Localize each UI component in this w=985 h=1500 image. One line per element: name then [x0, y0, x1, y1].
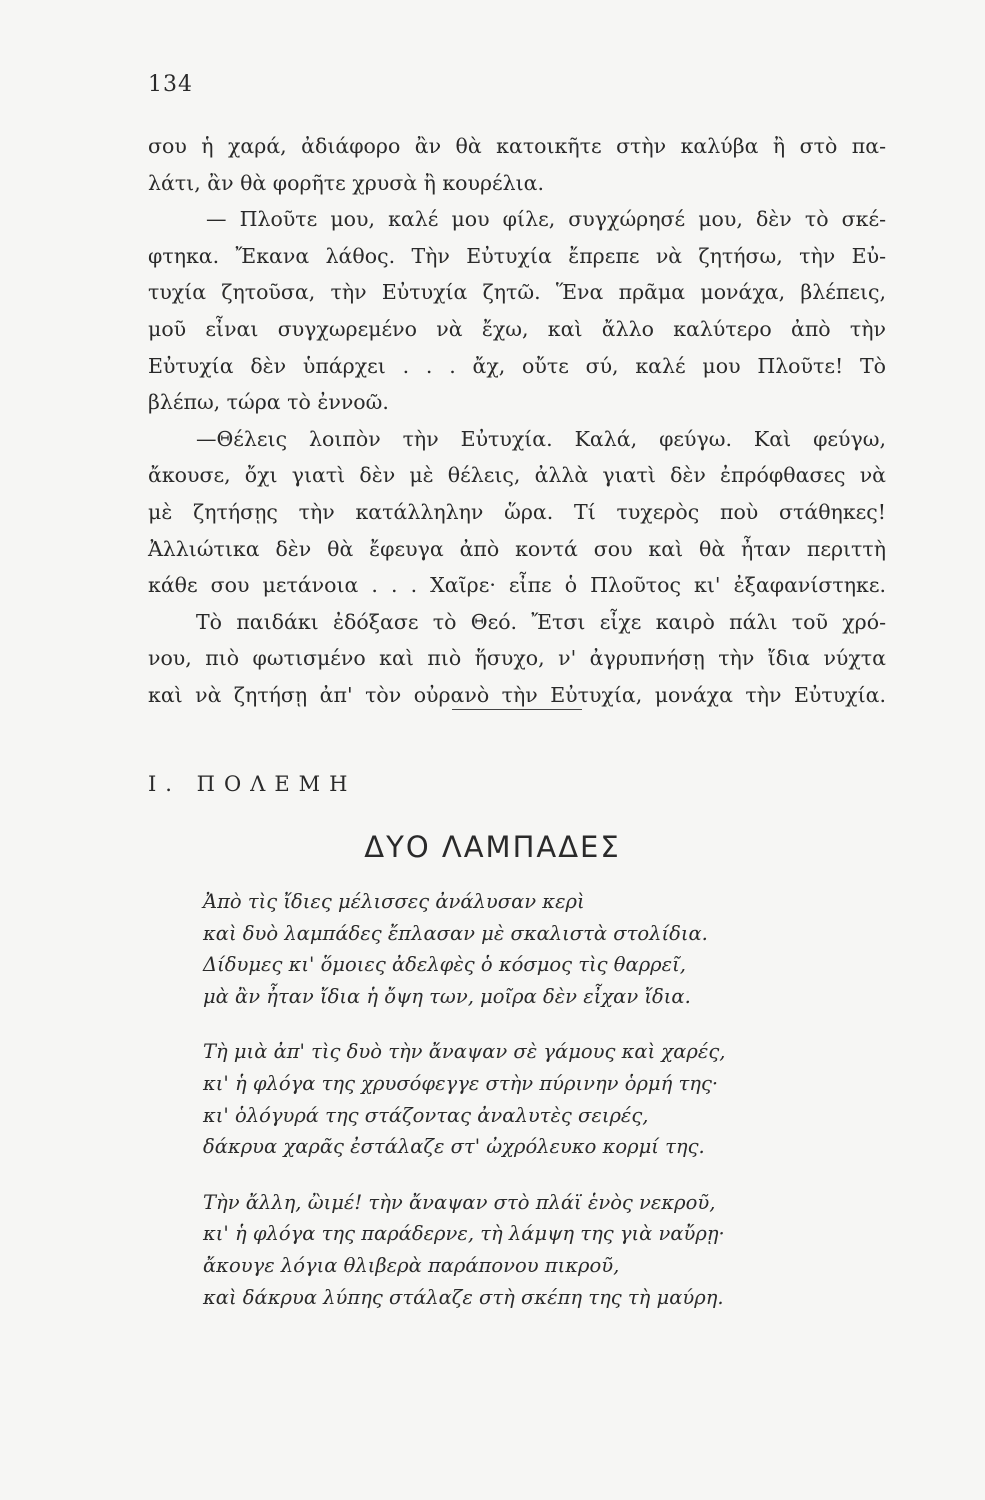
- prose-line: Ἀλλιώτικα δὲν θὰ ἔφευγα ἀπὸ κοντά σου καὶ θὰ ἦταν περιττὴ: [148, 536, 886, 561]
- poem-verse: κι' ὁλόγυρά της στάζοντας ἀναλυτὲς σειρές,: [203, 1103, 649, 1127]
- prose-line: βλέπω, τώρα τὸ ἐννοῶ.: [148, 390, 389, 415]
- poem-verse: Δίδυμες κι' ὅμοιες ἀδελφὲς ὁ κόσμος τὶς θαρρεῖ,: [203, 953, 686, 977]
- prose-line: τυχία ζητοῦσα, τὴν Εὐτυχία ζητῶ. Ἕνα πρᾶμα μονάχα, βλέπεις,: [148, 280, 886, 305]
- prose-line: Εὐτυχία δὲν ὑπάρχει . . . ἄχ, οὔτε σύ, καλέ μου Πλοῦτε! Τὸ: [148, 353, 886, 378]
- prose-line: μοῦ εἶναι συγχωρεμένο νὰ ἔχω, καὶ ἄλλο καλύτερο ἀπὸ τὴν: [148, 316, 886, 341]
- poem-author: I. ΠΟΛΕΜΗ: [148, 772, 357, 796]
- poem-stanza: [203, 886, 903, 1012]
- prose-line: καὶ νὰ ζητήσῃ ἀπ' τὸν οὐρανὸ τὴν Εὐτυχία, μονάχα τὴν Εὐτυχία.: [148, 682, 886, 707]
- poem-verse: Τὴν ἄλλη, ὢιμέ! τὴν ἄναψαν στὸ πλάϊ ἑνὸς νεκροῦ,: [203, 1190, 716, 1214]
- prose-line: ἄκουσε, ὄχι γιατὶ δὲν μὲ θέλεις, ἀλλὰ γιατὶ δὲν ἐπρόφθασες νὰ: [148, 463, 886, 488]
- prose-line: — Πλοῦτε μου, καλέ μου φίλε, συγχώρησέ μου, δὲν τὸ σκέ-: [206, 207, 886, 232]
- poem-verse: μὰ ἂν ἦταν ἴδια ἡ ὄψη των, μοῖρα δὲν εἶχαν ἴδια.: [203, 984, 691, 1008]
- poem-verse: Ἀπὸ τὶς ἴδιες μέλισσες ἀνάλυσαν κερὶ: [203, 890, 585, 913]
- poem-body: [203, 886, 903, 1337]
- prose-line: —Θέλεις λοιπὸν τὴν Εὐτυχία. Καλά, φεύγω. Καὶ φεύγω,: [196, 426, 886, 451]
- poem-stanza: [203, 1036, 903, 1162]
- poem-verse: καὶ δυὸ λαμπάδες ἔπλασαν μὲ σκαλιστὰ στολίδια.: [203, 921, 708, 945]
- prose-line: νου, πιὸ φωτισμένο καὶ πιὸ ἥσυχο, ν' ἀγρυπνήσῃ τὴν ἴδια νύχτα: [148, 646, 886, 671]
- prose-line: κάθε σου μετάνοια . . . Χαῖρε· εἶπε ὁ Πλοῦτος κι' ἐξαφανίστηκε.: [148, 573, 886, 598]
- poem-verse: ἄκουγε λόγια θλιβερὰ παράπονου πικροῦ,: [203, 1253, 620, 1277]
- prose-line: σου ἡ χαρά, ἀδιάφορο ἂν θὰ κατοικῆτε στὴν καλύβα ἢ στὸ πα-: [148, 134, 886, 158]
- poem-title: ΔΥΟ ΛΑΜΠΑΔΕΣ: [364, 830, 621, 864]
- poem-verse: κι' ἡ φλόγα της παράδερνε, τὴ λάμψη της γιὰ ναὔρῃ·: [203, 1222, 725, 1246]
- prose-line: μὲ ζητήσῃς τὴν κατάλληλην ὥρα. Τί τυχερὸς ποὺ στάθηκες!: [148, 499, 886, 524]
- prose-block: [148, 128, 886, 714]
- prose-line: φτηκα. Ἔκανα λάθος. Τὴν Εὐτυχία ἔπρεπε νὰ ζητήσω, τὴν Εὐ-: [148, 243, 886, 268]
- poem-verse: δάκρυα χαρᾶς ἐστάλαζε στ' ὠχρόλευκο κορμί της.: [203, 1135, 705, 1159]
- poem-stanza: [203, 1187, 903, 1313]
- poem-verse: κι' ἡ φλόγα της χρυσόφεγγε στὴν πύρινην ὁρμή της·: [203, 1071, 719, 1095]
- prose-line: Τὸ παιδάκι ἐδόξασε τὸ Θεό. Ἔτσι εἶχε καιρὸ πάλι τοῦ χρό-: [196, 609, 886, 634]
- section-divider: [452, 709, 582, 710]
- page-number: 134: [148, 72, 193, 97]
- prose-line: λάτι, ἂν θὰ φορῆτε χρυσὰ ἢ κουρέλια.: [148, 170, 545, 195]
- poem-verse: καὶ δάκρυα λύπης στάλαζε στὴ σκέπη της τὴ μαύρη.: [203, 1285, 724, 1309]
- poem-verse: Τὴ μιὰ ἀπ' τὶς δυὸ τὴν ἄναψαν σὲ γάμους καὶ χαρές,: [203, 1040, 726, 1064]
